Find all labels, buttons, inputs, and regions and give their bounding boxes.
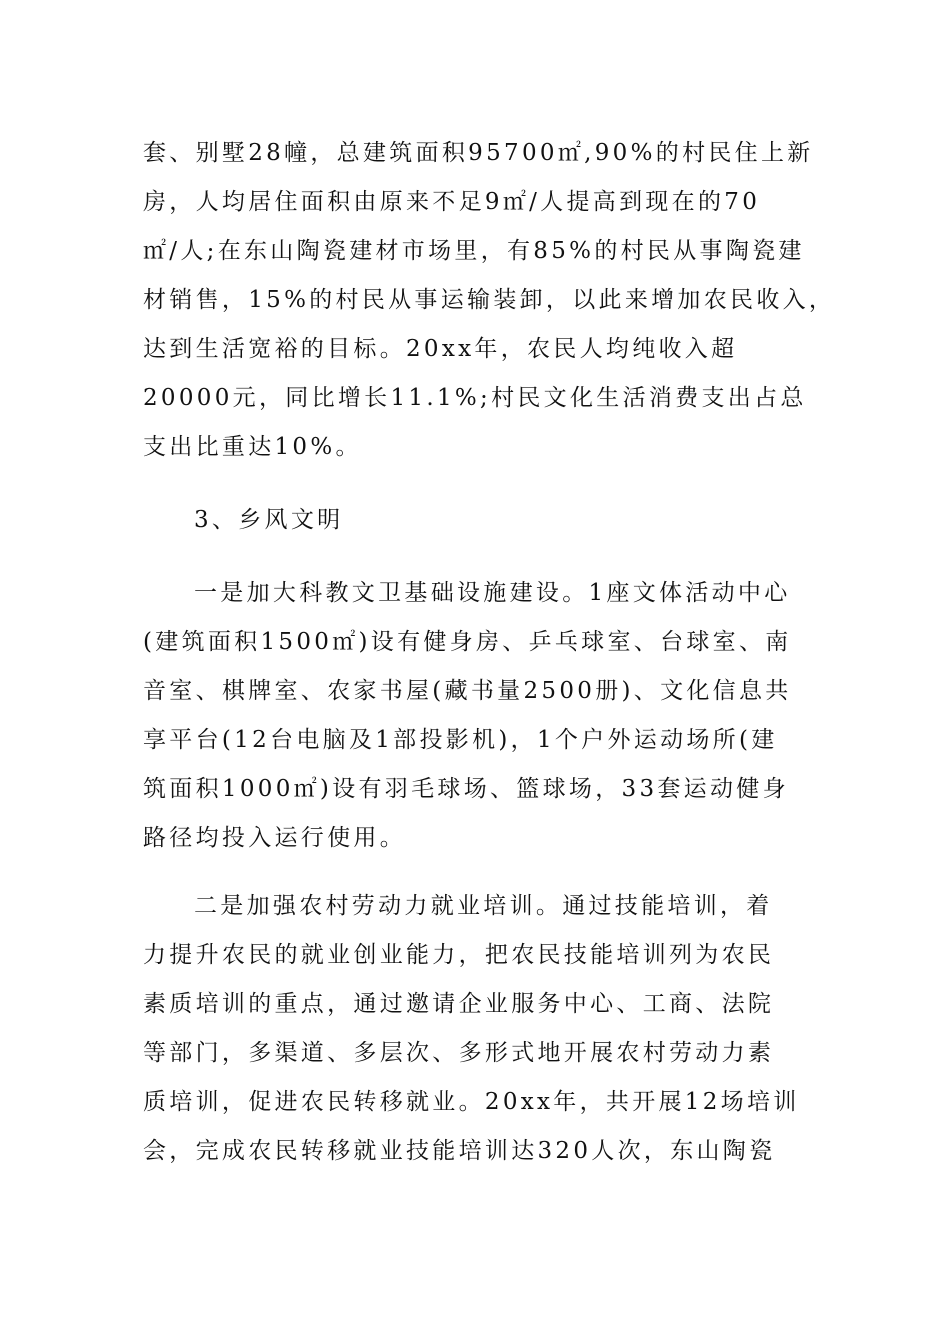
paragraph-2-line-1: 一是加大科教文卫基础设施建设。1座文体活动中心 <box>194 580 791 606</box>
paragraph-1-line-2: 房，人均居住面积由原来不足9㎡/人提高到现在的70 <box>143 189 761 215</box>
paragraph-3-line-2: 力提升农民的就业创业能力，把农民技能培训列为农民 <box>143 942 775 968</box>
paragraph-2-line-5: 筑面积1000㎡)设有羽毛球场、篮球场，33套运动健身 <box>143 776 789 802</box>
paragraph-1-line-5: 达到生活宽裕的目标。20xx年，农民人均纯收入超 <box>143 336 738 362</box>
paragraph-1-line-6: 20000元，同比增长11.1%;村民文化生活消费支出占总 <box>143 385 807 411</box>
paragraph-3-line-5: 质培训，促进农民转移就业。20xx年，共开展12场培训 <box>143 1089 800 1115</box>
section-heading: 3、乡风文明 <box>194 507 344 533</box>
paragraph-1-line-1: 套、别墅28幢，总建筑面积95700㎡,90%的村民住上新 <box>143 140 814 166</box>
paragraph-2-line-2: (建筑面积1500㎡)设有健身房、乒乓球室、台球室、南 <box>143 629 792 655</box>
paragraph-1-line-3: ㎡/人;在东山陶瓷建材市场里，有85%的村民从事陶瓷建 <box>143 238 805 264</box>
paragraph-1-line-7: 支出比重达10%。 <box>143 434 362 460</box>
paragraph-3-line-1: 二是加强农村劳动力就业培训。通过技能培训，着 <box>194 893 773 919</box>
paragraph-2-line-4: 享平台(12台电脑及1部投影机)，1个户外运动场所(建 <box>143 727 778 753</box>
paragraph-3-line-3: 素质培训的重点，通过邀请企业服务中心、工商、法院 <box>143 991 775 1017</box>
paragraph-2-line-6: 路径均投入运行使用。 <box>143 825 406 851</box>
paragraph-3-line-4: 等部门，多渠道、多层次、多形式地开展农村劳动力素 <box>143 1040 775 1066</box>
paragraph-3-line-6: 会，完成农民转移就业技能培训达320人次，东山陶瓷 <box>143 1138 776 1164</box>
paragraph-2-line-3: 音室、棋牌室、农家书屋(藏书量2500册)、文化信息共 <box>143 678 792 704</box>
paragraph-1-line-4: 材销售，15%的村民从事运输装卸，以此来增加农民收入， <box>143 287 836 313</box>
